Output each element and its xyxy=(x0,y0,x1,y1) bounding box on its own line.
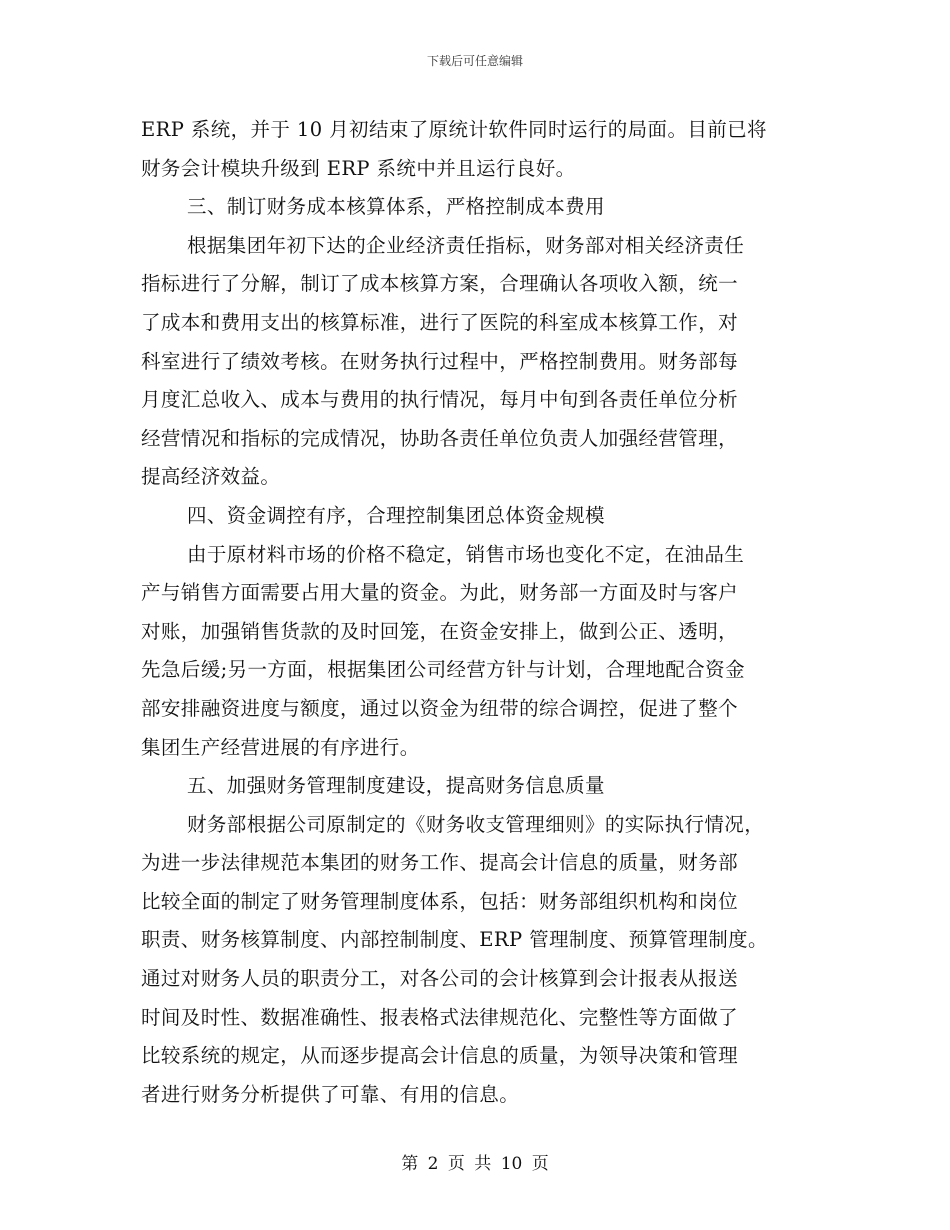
section-heading-5: 五、加强财务管理制度建设，提高财务信息质量 xyxy=(187,774,605,798)
text-line: 对账，加强销售货款的及时回笼，在资金安排上，做到公正、透明， xyxy=(141,619,739,643)
text-line: 为进一步法律规范本集团的财务工作、提高会计信息的质量，财务部 xyxy=(141,851,739,875)
text-line: 比较系统的规定，从而逐步提高会计信息的质量，为领导决策和管理 xyxy=(141,1044,739,1068)
text-line: 了成本和费用支出的核算标准，进行了医院的科室成本核算工作，对 xyxy=(141,310,739,334)
text-line: 提高经济效益。 xyxy=(141,465,281,489)
section-heading-3: 三、制订财务成本核算体系，严格控制成本费用 xyxy=(187,195,605,219)
document-body xyxy=(141,111,821,1114)
page-header: 下载后可任意编辑 xyxy=(426,54,523,68)
text-line: 月度汇总收入、成本与费用的执行情况，每月中旬到各责任单位分析 xyxy=(141,388,739,412)
text-line: 根据集团年初下达的企业经济责任指标，财务部对相关经济责任 xyxy=(187,233,745,257)
page-number-footer: 第 2 页 共 10 页 xyxy=(401,1154,549,1174)
text-line: 通过对财务人员的职责分工，对各公司的会计核算到会计报表从报送 xyxy=(141,967,739,991)
text-line: 经营情况和指标的完成情况，协助各责任单位负责人加强经营管理， xyxy=(141,426,739,450)
text-line: 者进行财务分析提供了可靠、有用的信息。 xyxy=(141,1082,520,1106)
text-line: 部安排融资进度与额度，通过以资金为纽带的综合调控，促进了整个 xyxy=(141,696,739,720)
text-line: 财务会计模块升级到 ERP 系统中并且运行良好。 xyxy=(141,156,576,180)
text-line: 时间及时性、数据准确性、报表格式法律规范化、完整性等方面做了 xyxy=(141,1005,739,1029)
text-line: 科室进行了绩效考核。在财务执行过程中，严格控制费用。财务部每 xyxy=(141,349,739,373)
text-line: 职责、财务核算制度、内部控制制度、ERP 管理制度、预算管理制度。 xyxy=(141,928,768,952)
text-line: 财务部根据公司原制定的《财务收支管理细则》的实际执行情况， xyxy=(187,812,765,836)
text-line: 由于原材料市场的价格不稳定，销售市场也变化不定，在油品生 xyxy=(187,542,745,566)
section-heading-4: 四、资金调控有序，合理控制集团总体资金规模 xyxy=(187,503,605,527)
text-line: 比较全面的制定了财务管理制度体系，包括：财务部组织机构和岗位 xyxy=(141,889,739,913)
text-line: 集团生产经营进展的有序进行。 xyxy=(141,735,420,759)
text-line: 先急后缓;另一方面，根据集团公司经营方针与计划，合理地配合资金 xyxy=(141,658,745,682)
text-line: ERP 系统，并于 10 月初结束了原统计软件同时运行的局面。目前已将 xyxy=(141,118,767,141)
text-line: 产与销售方面需要占用大量的资金。为此，财务部一方面及时与客户 xyxy=(141,581,739,605)
text-line: 指标进行了分解，制订了成本核算方案，合理确认各项收入额，统一 xyxy=(141,272,739,296)
